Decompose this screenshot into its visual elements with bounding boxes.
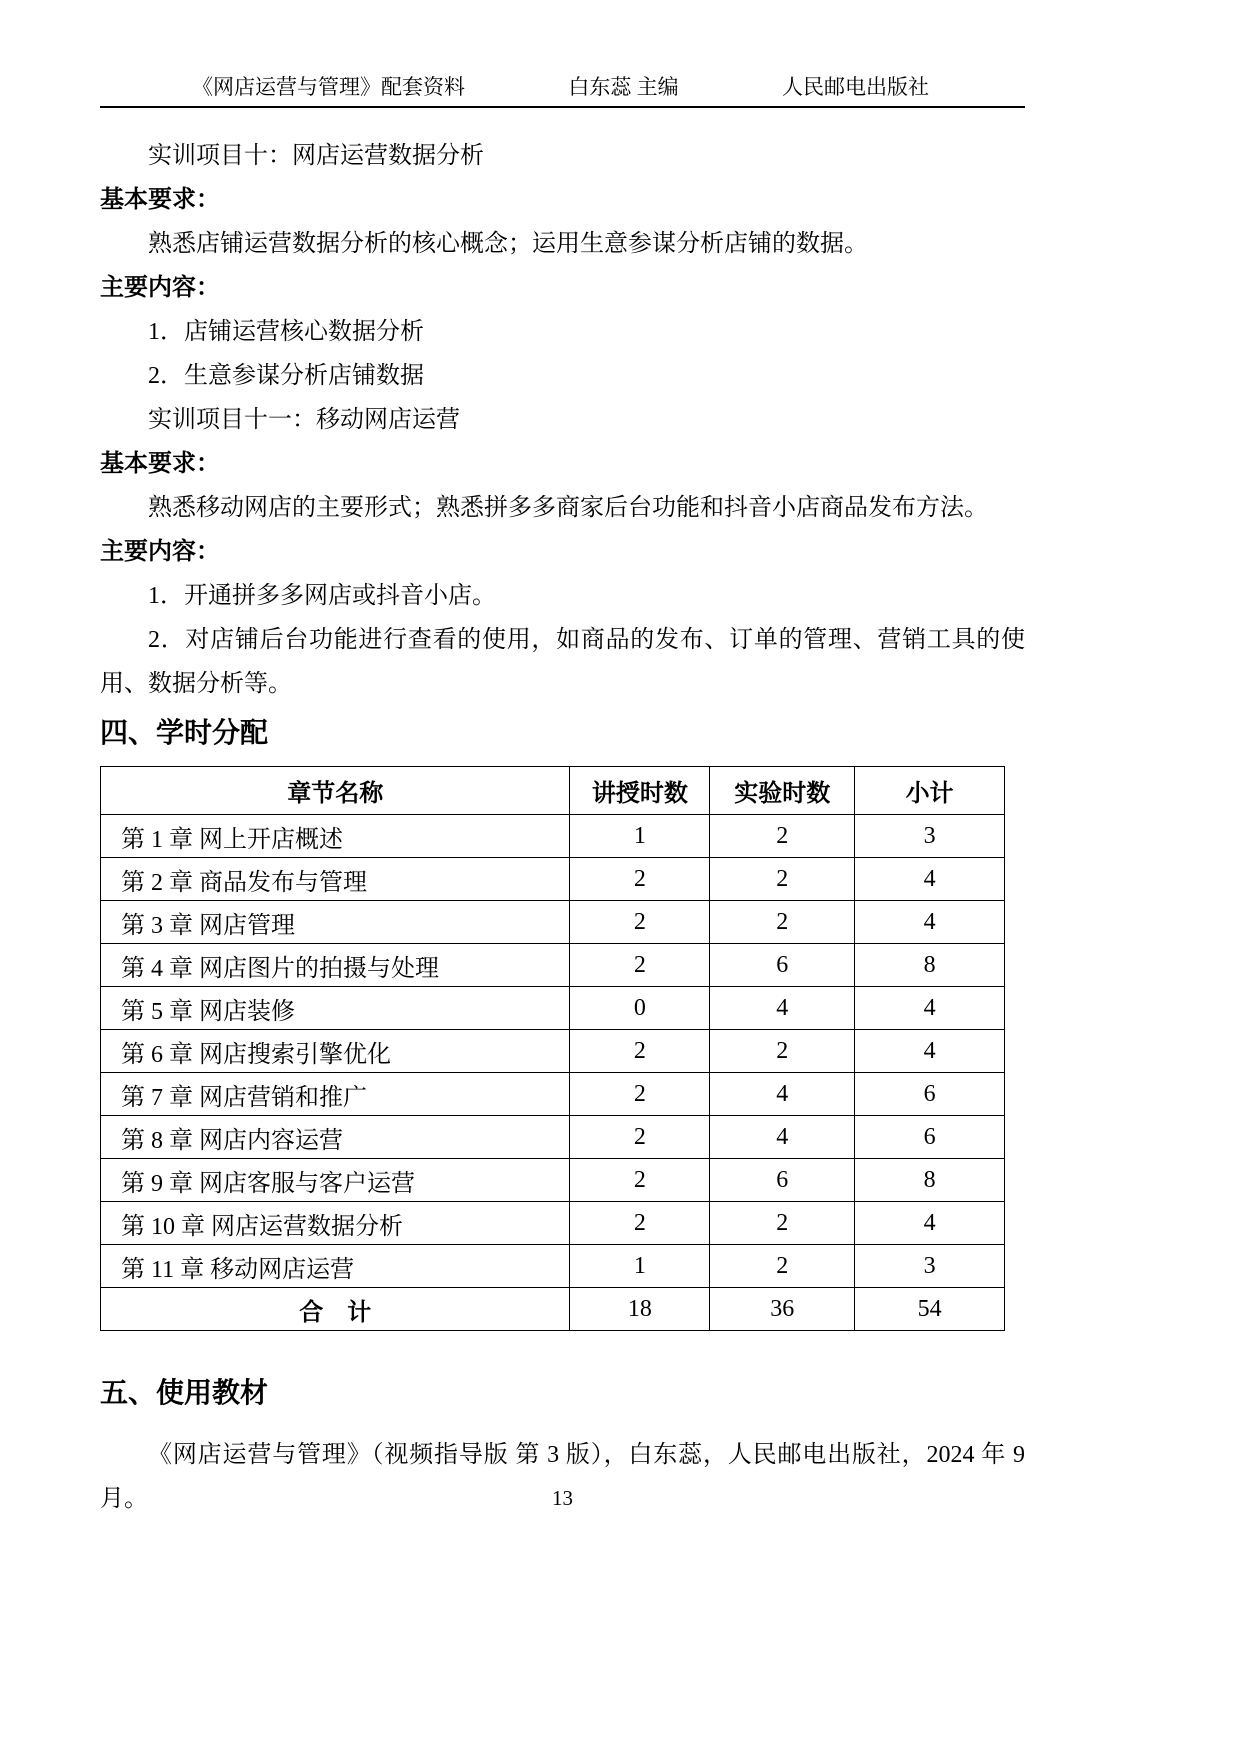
document-body (100, 134, 1025, 706)
paragraph: 实训项目十一：移动网店运营 (148, 407, 460, 433)
subheading: 主要内容： (100, 274, 220, 301)
cell-subtotal: 6 (855, 1116, 1005, 1159)
cell-lab-hours: 4 (710, 987, 855, 1030)
paragraph: 实训项目十：网店运营数据分析 (148, 143, 484, 169)
table-row (101, 1073, 1005, 1116)
cell-chapter: 第 5 章 网店装修 (101, 987, 570, 1030)
table-row (101, 987, 1005, 1030)
header-booktitle: 《网店运营与管理》配套资料 (192, 75, 465, 99)
cell-chapter: 第 6 章 网店搜索引擎优化 (101, 1030, 570, 1073)
cell-lecture-hours: 2 (570, 1116, 710, 1159)
col-header-lecture: 讲授时数 (570, 767, 710, 815)
header-publisher: 人民邮电出版社 (782, 75, 929, 99)
cell-subtotal: 8 (855, 1159, 1005, 1202)
textbook-reference: 《网店运营与管理》（视频指导版 第 3 版），白东蕊，人民邮电出版社，2024 年 9 月。 (100, 1442, 1025, 1512)
cell-chapter: 第 7 章 网店营销和推广 (101, 1073, 570, 1116)
page-header (100, 75, 1025, 108)
cell-lab-hours: 4 (710, 1116, 855, 1159)
table-row (101, 1159, 1005, 1202)
subheading: 基本要求： (100, 186, 220, 213)
cell-lab-hours: 2 (710, 1030, 855, 1073)
cell-lab-hours: 6 (710, 1159, 855, 1202)
col-header-subtotal: 小计 (855, 767, 1005, 815)
paragraph: 熟悉移动网店的主要形式；熟悉拼多多商家后台功能和抖音小店商品发布方法。 (148, 495, 988, 521)
cell-lecture-hours: 2 (570, 858, 710, 901)
cell-lab-hours: 2 (710, 901, 855, 944)
table-row (101, 1116, 1005, 1159)
page-number: 13 (552, 1486, 573, 1510)
list-item: 1．开通拼多多网店或抖音小店。 (148, 583, 496, 609)
col-header-lab: 实验时数 (710, 767, 855, 815)
cell-subtotal: 6 (855, 1073, 1005, 1116)
cell-lecture-hours: 2 (570, 1030, 710, 1073)
cell-subtotal: 4 (855, 858, 1005, 901)
cell-chapter: 第 4 章 网店图片的拍摄与处理 (101, 944, 570, 987)
cell-lab-hours: 6 (710, 944, 855, 987)
cell-chapter: 第 2 章 商品发布与管理 (101, 858, 570, 901)
list-item: 2．对店铺后台功能进行查看的使用，如商品的发布、订单的管理、营销工具的使用、数据分析等。 (100, 627, 1025, 697)
cell-lab-hours: 4 (710, 1073, 855, 1116)
total-row (101, 1288, 1005, 1331)
table-row (101, 944, 1005, 987)
total-lab-hours: 36 (710, 1288, 855, 1331)
list-item: 1．店铺运营核心数据分析 (148, 319, 424, 345)
cell-chapter: 第 1 章 网上开店概述 (101, 815, 570, 858)
cell-lecture-hours: 1 (570, 1245, 710, 1288)
section-title-textbook: 五、使用教材 (100, 1377, 269, 1408)
table-row (101, 858, 1005, 901)
cell-lecture-hours: 2 (570, 1073, 710, 1116)
total-label: 合 计 (101, 1288, 570, 1331)
cell-subtotal: 4 (855, 901, 1005, 944)
table-row (101, 1245, 1005, 1288)
cell-subtotal: 3 (855, 815, 1005, 858)
cell-subtotal: 8 (855, 944, 1005, 987)
cell-lab-hours: 2 (710, 1202, 855, 1245)
cell-chapter: 第 3 章 网店管理 (101, 901, 570, 944)
cell-lab-hours: 2 (710, 858, 855, 901)
cell-lab-hours: 2 (710, 815, 855, 858)
cell-lecture-hours: 2 (570, 944, 710, 987)
section-title-hours: 四、学时分配 (100, 717, 269, 748)
subheading: 基本要求： (100, 450, 220, 477)
cell-lecture-hours: 2 (570, 1202, 710, 1245)
table-row (101, 1030, 1005, 1073)
table-row (101, 815, 1005, 858)
cell-subtotal: 4 (855, 1202, 1005, 1245)
header-editor: 白东蕊 主编 (568, 75, 679, 99)
cell-lecture-hours: 2 (570, 1159, 710, 1202)
list-item: 2．生意参谋分析店铺数据 (148, 363, 424, 389)
hours-table (100, 766, 1005, 1331)
table-header-row (101, 767, 1005, 815)
cell-lecture-hours: 0 (570, 987, 710, 1030)
table-row (101, 1202, 1005, 1245)
paragraph: 熟悉店铺运营数据分析的核心概念；运用生意参谋分析店铺的数据。 (148, 231, 868, 257)
col-header-chapter: 章节名称 (101, 767, 570, 815)
total-sum: 54 (855, 1288, 1005, 1331)
cell-subtotal: 3 (855, 1245, 1005, 1288)
total-lecture-hours: 18 (570, 1288, 710, 1331)
table-row (101, 901, 1005, 944)
cell-chapter: 第 11 章 移动网店运营 (101, 1245, 570, 1288)
cell-chapter: 第 8 章 网店内容运营 (101, 1116, 570, 1159)
cell-chapter: 第 10 章 网店运营数据分析 (101, 1202, 570, 1245)
cell-subtotal: 4 (855, 1030, 1005, 1073)
subheading: 主要内容： (100, 538, 220, 565)
cell-lecture-hours: 1 (570, 815, 710, 858)
cell-lecture-hours: 2 (570, 901, 710, 944)
cell-chapter: 第 9 章 网店客服与客户运营 (101, 1159, 570, 1202)
cell-subtotal: 4 (855, 987, 1005, 1030)
cell-lab-hours: 2 (710, 1245, 855, 1288)
